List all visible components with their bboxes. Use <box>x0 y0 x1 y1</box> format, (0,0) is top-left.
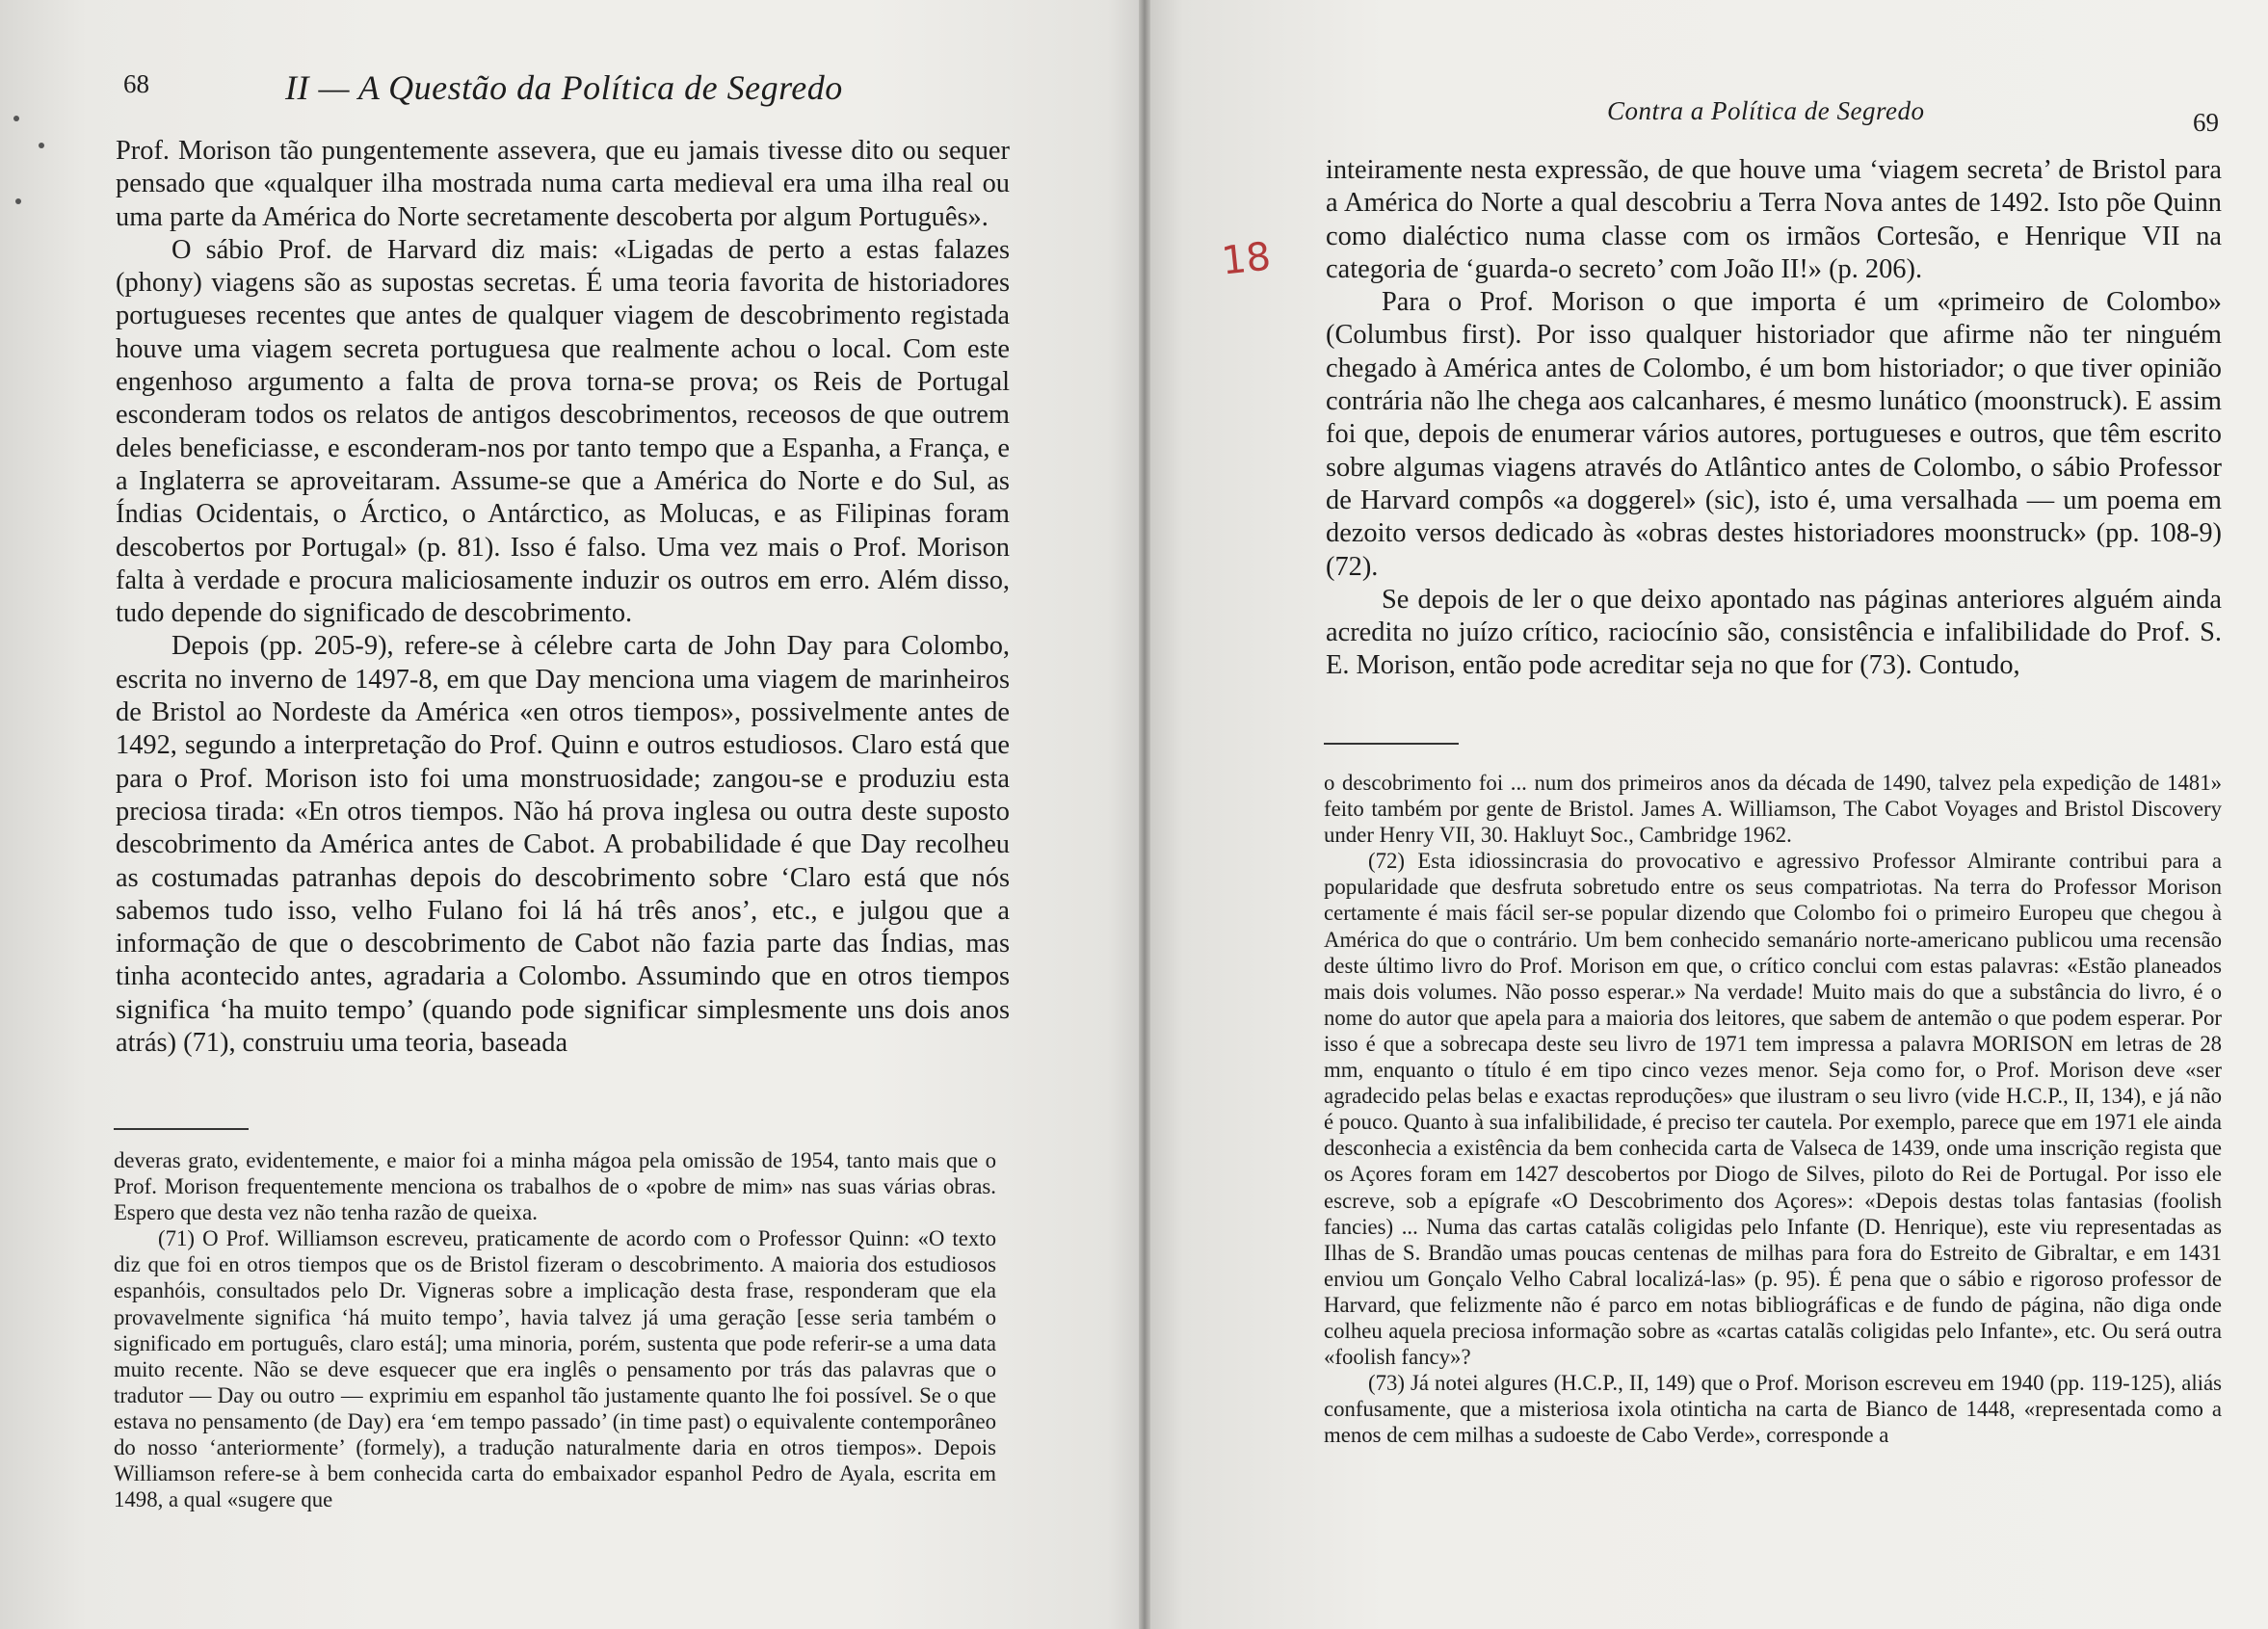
scan-speck <box>13 116 19 121</box>
book-gutter <box>1139 0 1150 1629</box>
footnote: (71) O Prof. Williamson escreveu, praticamente de acordo com o Professor Quinn: «O texto diz que foi en otros tiempos que os de Bristol fizeram o descobrimento. A maioria dos estudiosos espanhóis, consultados pelo Dr. Vigneras sobre a implicação desta frase, responderam que ela provavelmente significa ‘há muito tempo’, havia talvez já uma geração [esse seria também o significado em português, claro está]; uma minoria, porém, sustenta que pode referir-se a uma data muito recente. Não se deve esquecer que era inglês o pensamento por trás das palavras que o tradutor — Day ou outro — exprimiu em espanhol tão justamente quanto lhe foi possível. Se o que estava no pensamento (de Day) era ‘em tempo passado’ (in time past) o equivalente contemporâneo do nosso ‘anteriormente’ (formely), a tradução naturalmente daria en otros tiempos». Depois Williamson refere-se à bem conhecida carta do embaixador espanhol Pedro de Ayala, escrita em 1498, a qual «sugere que <box>114 1226 996 1512</box>
footnote: deveras grato, evidentemente, e maior foi a minha mágoa pela omissão de 1954, tanto mais que o Prof. Morison frequentemente menciona os trabalhos de o «pobre de mim» nas suas várias obras. Espero que desta vez não tenha razão de queixa. <box>114 1148 996 1225</box>
page-number: 69 <box>2193 108 2219 137</box>
right-page <box>1145 0 2268 1629</box>
main-text <box>1326 154 2222 683</box>
running-head: Contra a Política de Segredo <box>1607 96 1925 125</box>
footnotes <box>114 1147 996 1512</box>
footnote-rule <box>114 1128 249 1130</box>
footnote-rule <box>1324 743 1459 745</box>
paragraph: O sábio Prof. de Harvard diz mais: «Ligadas de perto a estas falazes (phony) viagens são as supostas secretas. É uma teoria favorita de historiadores portugueses recentes que antes de qualquer viagem de descobrimento registada houve uma viagem secreta portuguesa que realmente achou o local. Com este engenhoso argumento a falta de prova torna-se prova; os Reis de Portugal esconderam todos os relatos de antigos descobrimentos, receosos de que outrem deles beneficiasse, e esconderam-nos por tanto tempo que a Espanha, a França, e a Inglaterra se aproveitaram. Assume-se que a América do Norte e do Sul, as Índias Ocidentais, o Árctico, o Antárctico, as Molucas, e as Filipinas foram descobertos por Portugal» (p. 81). Isso é falso. Uma vez mais o Prof. Morison falta à verdade e procura maliciosamente induzir os outros em erro. Além disso, tudo depende do significado de descobrimento. <box>116 234 1010 629</box>
running-head: II — A Questão da Política de Segredo <box>285 68 843 107</box>
paragraph: Prof. Morison tão pungentemente assevera, que eu jamais tivesse dito ou sequer pensado que «qualquer ilha mostrada numa carta medieval era uma ilha real ou uma parte da América do Norte secretamente descoberta por algum Português». <box>116 136 1010 232</box>
paragraph: inteiramente nesta expressão, de que houve uma ‘viagem secreta’ de Bristol para a América do Norte a qual descobriu a Terra Nova antes de 1492. Isto põe Quinn como dialéctico numa classe com os irmãos Cortesão, e Henrique VII na categoria de ‘guarda-o secreto’ com João II!» (p. 206). <box>1326 155 2222 284</box>
main-text <box>116 135 1010 1060</box>
footnotes <box>1324 770 2222 1448</box>
paragraph: Se depois de ler o que deixo apontado nas páginas anteriores alguém ainda acredita no juízo crítico, raciocínio são, consistência e infalibilidade do Prof. S. E. Morison, então pode acreditar seja no que for (73). Contudo, <box>1326 584 2222 681</box>
footnote: (72) Esta idiossincrasia do provocativo e agressivo Professor Almirante contribui para a popularidade que desfruta sobretudo entre os seus compatriotas. Na terra do Professor Morison certamente é mais fácil ser-se popular dizendo que Colombo foi o primeiro Europeu que chegou à América do que o contrário. Um bem conhecido semanário norte-americano publicou uma recensão deste último livro do Prof. Morison em que, o crítico conclui com estas palavras: «Estão planeados mais dois volumes. Não posso esperar.» Na verdade! Muito mais do que a substância do livro, é o nome do autor que apela para a maioria dos leitores, que sabem de antemão o que podem esperar. Por isso é que a sobrecapa deste seu livro de 1971 tem impressa a palavra MORISON em letras de 28 mm, enquanto o título é em tipo cinco vezes menor. Seja como for, o Prof. Morison deve «ser agradecido pelas belas e exactas reproduções» que ilustram o seu livro (vide H.C.P., II, 134), e já não é pouco. Quanto à sua infalibilidade, é preciso ter cautela. Por exemplo, parece que em 1971 ele ainda desconhecia a existência da bem conhecida carta de Valseca de 1439, onde uma inscrição regista que os Açores foram em 1427 descobertos por Diogo de Silves, piloto do Rei de Portugal. Por isso ele escreve, sob a epígrafe «O Descobrimento dos Açores»: «Depois destas tolas fantasias (foolish fancies) ... Numa das cartas catalãs coligidas pelo Infante (D. Henrique), este viu representadas as Ilhas de S. Brandão umas poucas centenas de milhas para fora do Estreito de Gibraltar, e em 1431 enviou um Gonçalo Velho Cabral localizá-las» (p. 95). É pena que o sábio e rigoroso professor de Harvard, que felizmente não é parco em notas bibliográficas e de fundo de página, não diga onde colheu aquela preciosa informação sobre as «cartas catalãs coligidas pelo Infante», etc. Ou será outra «foolish fancy»? <box>1324 849 2222 1370</box>
page-number: 68 <box>123 69 149 98</box>
paragraph: Para o Prof. Morison o que importa é um «primeiro de Colombo» (Columbus first). Por isso qualquer historiador que afirme não ter ninguém chegado à América antes de Colombo, é um bom historiador; o que tiver opinião contrária não lhe chega aos calcanhares, é mesmo lunático (moonstruck). E assim foi que, depois de enumerar vários autores, portugueses e outros, que têm escrito sobre algumas viagens através do Atlântico antes de Colombo, o sábio Professor de Harvard compôs «a doggerel» (sic), isto é, uma versalhada — um poema em dezoito versos dedicado às «obras destes historiadores moonstruck» (pp. 108-9) (72). <box>1326 287 2222 582</box>
footnote: o descobrimento foi ... num dos primeiros anos da década de 1490, talvez pela expedição de 1481» feito também por gente de Bristol. James A. Williamson, The Cabot Voyages and Bristol Discovery under Henry VII, 30. Hakluyt Soc., Cambridge 1962. <box>1324 771 2222 848</box>
scan-speck <box>39 143 44 148</box>
handwritten-margin-note: 18 <box>1219 234 1274 284</box>
paragraph: Depois (pp. 205-9), refere-se à célebre carta de John Day para Colombo, escrita no inverno de 1497-8, em que Day menciona uma viagem de marinheiros de Bristol ao Nordeste da América «en otros tiempos», possivelmente antes de 1492, segundo a interpretação do Prof. Quinn e outros estudiosos. Claro está que para o Prof. Morison isto foi uma monstruosidade; zangou-se e produziu esta preciosa tirada: «En otros tiempos. Não há prova inglesa ou outra deste suposto descobrimento da América antes de Cabot. A probabilidade é que Day recolheu as costumadas patranhas depois do descobrimento sobre ‘Claro está que nós sabemos tudo isso, velho Fulano foi lá há três anos’, etc., e julgou que a informação de que o descobrimento de Cabot não fazia parte das Índias, mas tinha acontecido antes, agradaria a Colombo. Assumindo que en otros tiempos significa ‘ha muito tempo’ (quando pode significar simplesmente uns dois anos atrás) (71), construiu uma teoria, baseada <box>116 631 1010 1059</box>
scan-speck <box>15 198 21 204</box>
footnote: (73) Já notei algures (H.C.P., II, 149) que o Prof. Morison escreveu em 1940 (pp. 119-125), aliás confusamente, que a misteriosa ixola otinticha na carta de Bianco de 1448, «representada como a menos de cem milhas a sudoeste de Cabo Verde», corresponde a <box>1324 1371 2222 1448</box>
